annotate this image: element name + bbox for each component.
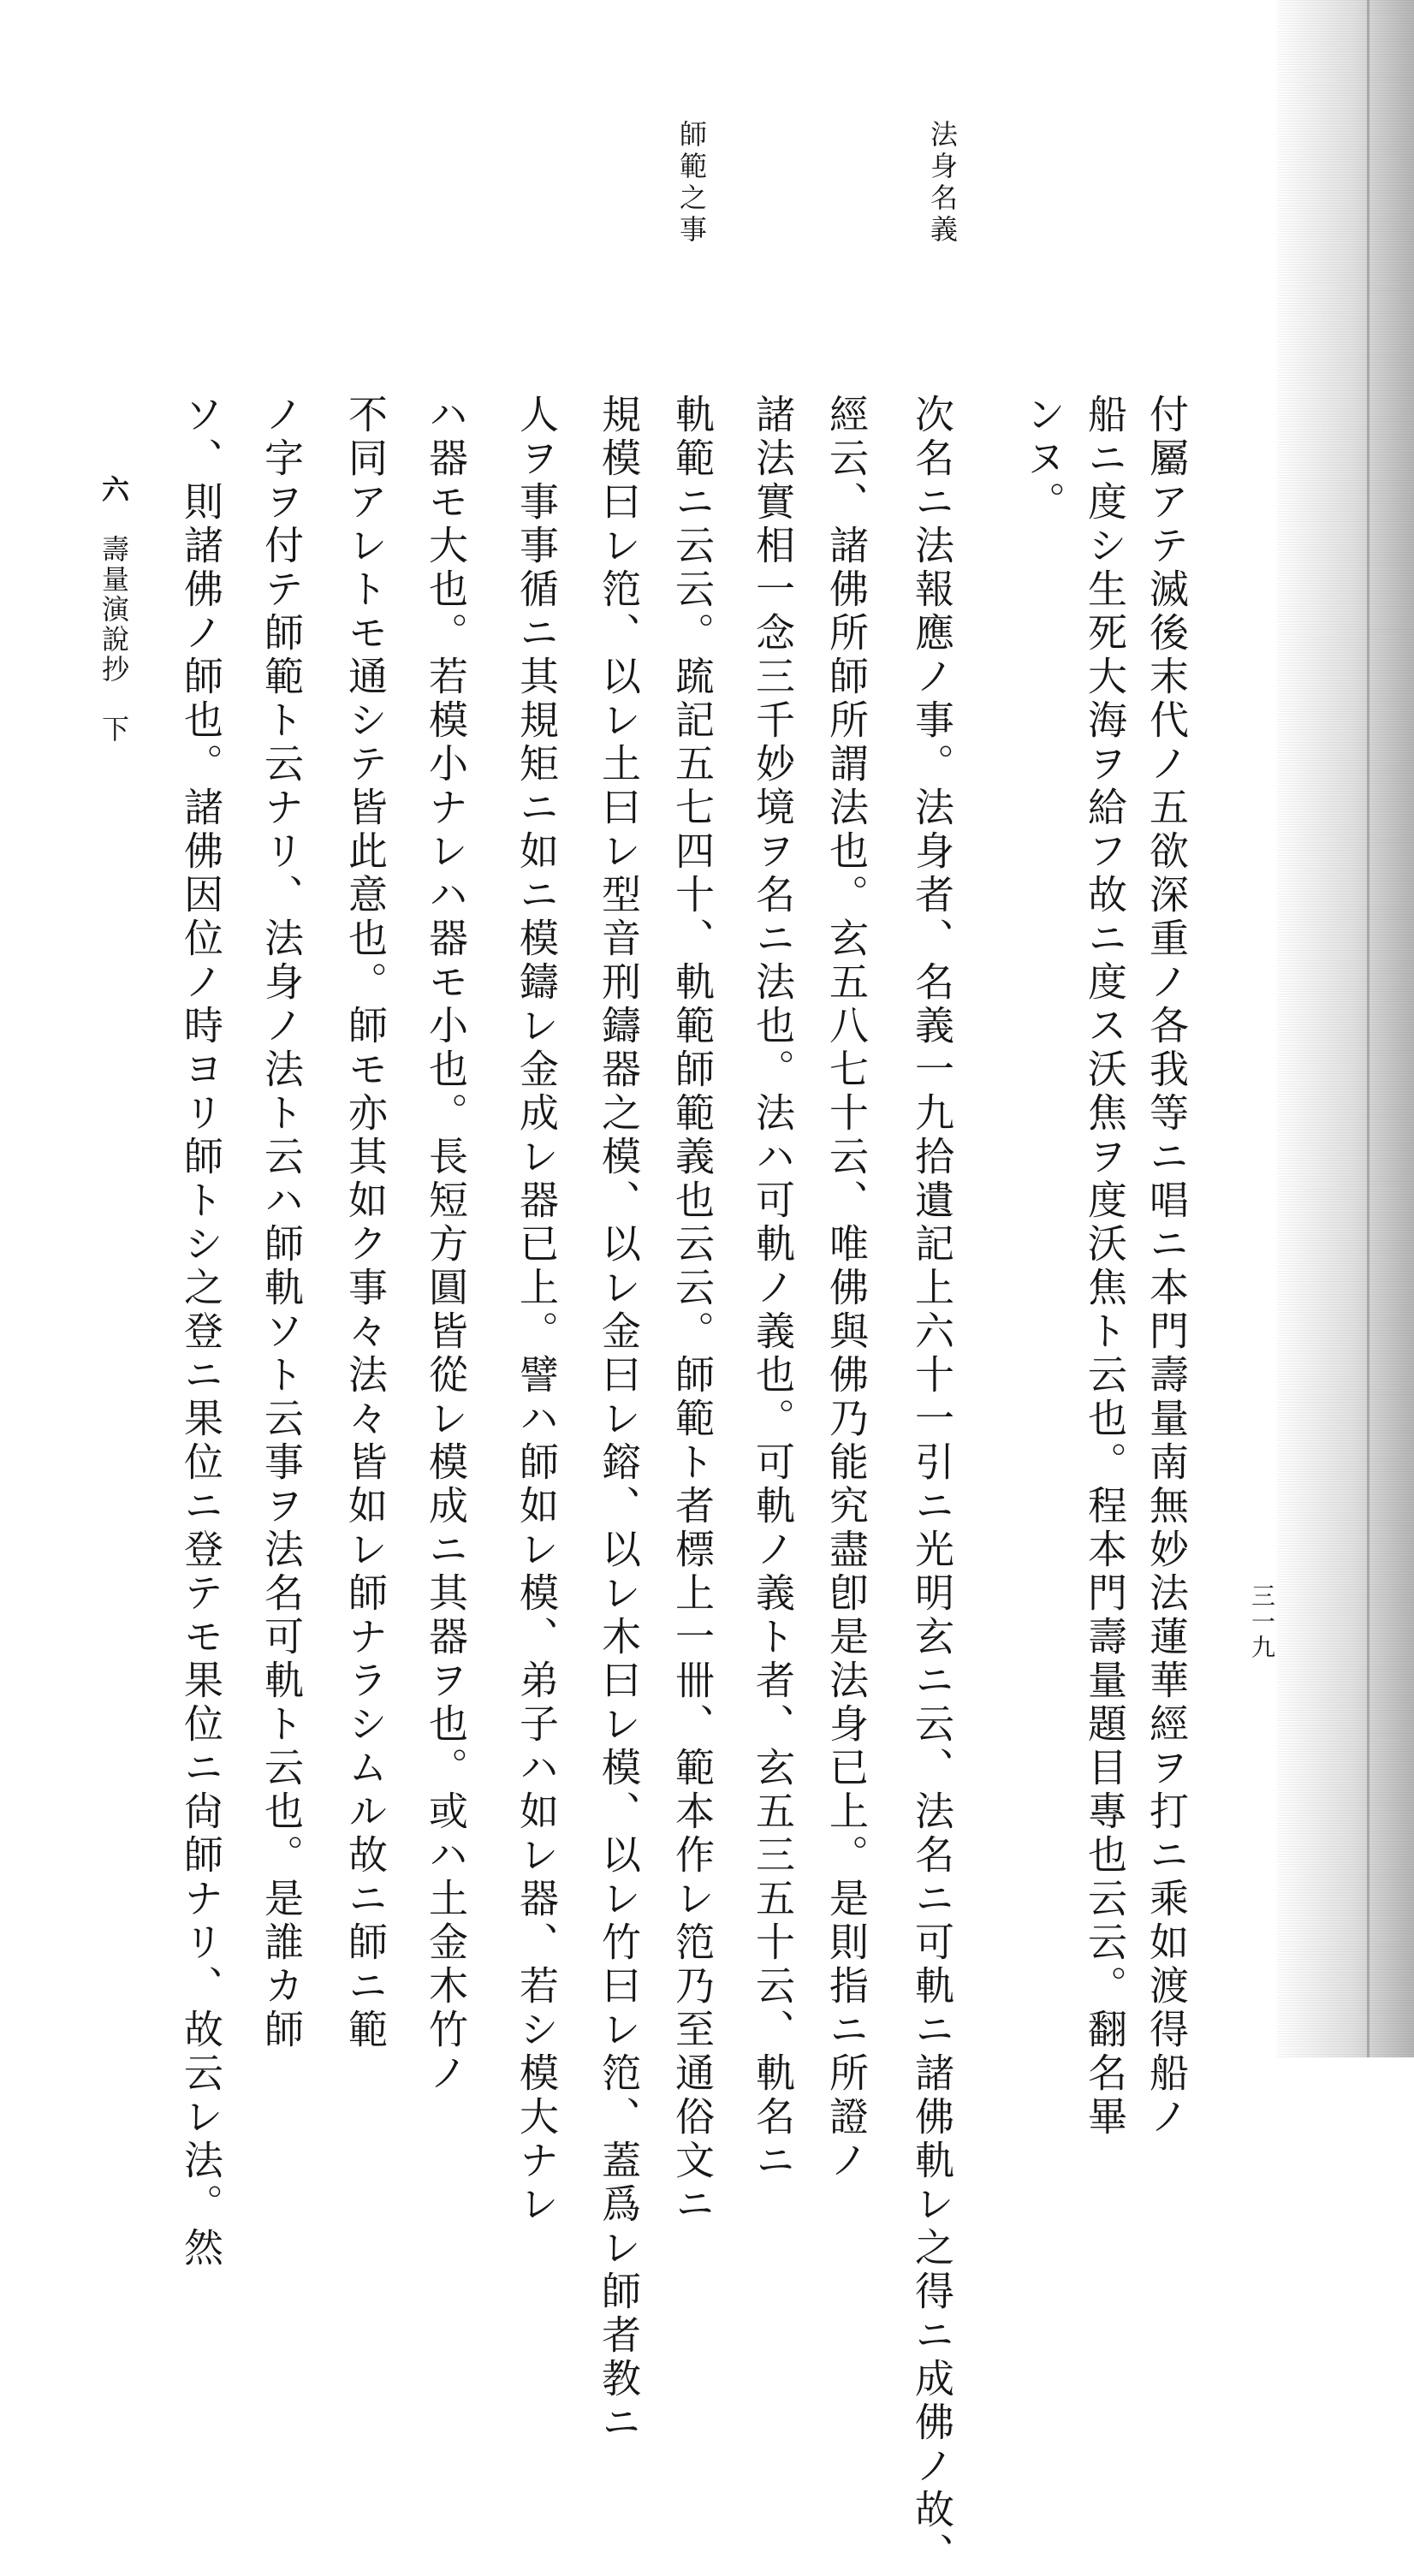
scanned-page-edge [1277,0,1414,2057]
marginal-note-shihan: 師範之事 [675,120,708,246]
text-column-1: 付屬アテ滅後末代ノ五欲深重ノ各我等ニ唱ニ本門壽量南無妙法蓮華經ヲ打ニ乘如渡得船ノ [1144,394,1190,2140]
text-column-12: ノ字ヲ付テ師範ト云ナリ、法身ノ法ト云ハ師軌ソト云事ヲ法名可軌ト云也。是誰カ師 [258,394,305,2052]
text-column-5: 經云、諸佛所師所謂法也。玄五八七十云、唯佛與佛乃能究盡卽是法身已上。是則指ニ所證ノ [823,394,870,2183]
page-number: 三一九 [1248,1583,1276,1660]
running-header: 壽量演說抄 下 [98,535,130,745]
text-column-13: ソ、則諸佛ノ師也。諸佛因位ノ時ヨリ師トシ之登ニ果位ニ登テモ果位ニ尙師ナリ、故云レ法。然 [178,394,224,2270]
text-column-2: 船ニ度シ生死大海ヲ給フ故ニ度ス沃焦ヲ度沃焦ト云也。程本門壽量題目專也云云。翻名畢 [1082,394,1128,2140]
text-column-9: 人ヲ事事循ニ其規矩ニ如ニ模鑄レ金成レ器已上。譬ハ師如レ模、弟子ハ如レ器、若シ模大ナレ [514,394,560,2227]
text-column-7: 軌範ニ云云。䟽記五七四十、軌範師範義也云云。師範ト者標上一卌、範本作レ笵乃至通俗文ニ [669,394,716,2227]
marginal-note-hossin-meigi: 法身名義 [926,120,959,246]
text-column-11: 不同アレトモ通シテ皆此意也。師モ亦其如ク事々法々皆如レ師ナラシムル故ニ師ニ範 [342,394,389,2052]
section-number: 六 [98,475,130,505]
text-column-8: 規模曰レ笵、以レ土曰レ型音刑鑄器之模、以レ金曰レ鎔、以レ木曰レ模、以レ竹曰レ笵、蓋爲レ師者教ニ [596,394,642,2445]
text-column-6: 諸法實相一念三千妙境ヲ名ニ法也。法ハ可軌ノ義也。可軌ノ義ト者、玄五三五十云、軌名ニ [750,394,796,2183]
text-column-4: 次名ニ法報應ノ事。法身者、名義一九拾遺記上六十一引ニ光明玄ニ云、法名ニ可軌ニ諸佛軌レ之得ニ成佛ノ故、 [909,394,955,2576]
text-column-3: ンヌ。 [1020,394,1066,525]
page-edge-line [1367,0,1369,2057]
text-column-10: ハ器モ大也。若模小ナレハ器モ小也。長短方圓皆從レ模成ニ其器ヲ也。或ハ土金木竹ノ [423,394,469,2096]
